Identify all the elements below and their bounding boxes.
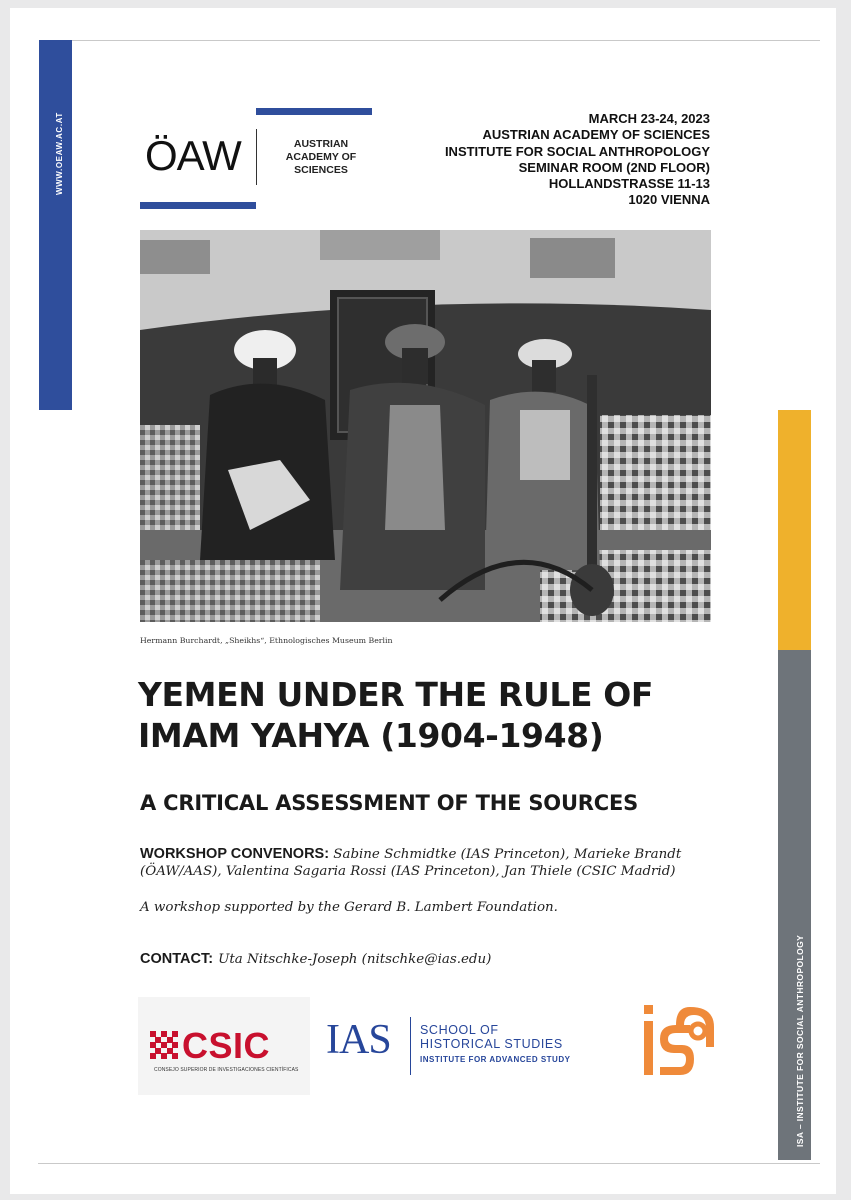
oaw-logo: ÖAW [145,132,241,179]
photo-caption: Hermann Burchardt, „Sheikhs“, Ethnologisches Museum Berlin [140,636,393,645]
convenors-paragraph [140,846,740,880]
csic-logo[interactable] [138,997,310,1095]
title-line: YEMEN UNDER THE RULE OF [138,675,653,714]
ias-school-line: HISTORICAL STUDIES [420,1037,563,1051]
right-orange-bar [778,410,811,650]
oaw-org-line: SCIENCES [294,164,348,176]
csic-wordmark: CSIC [182,1025,271,1066]
bottom-rule [38,1163,820,1164]
venue-block [380,111,710,209]
ias-school-line: SCHOOL OF [420,1023,499,1037]
contact-text[interactable]: Uta Nitschke-Joseph (nitschke@ias.edu) [218,952,492,967]
ias-wordmark[interactable]: IAS [326,1017,391,1063]
venue-line: AUSTRIAN ACADEMY OF SCIENCES [482,127,710,143]
partner-logos [138,993,738,1103]
isa-side-label: ISA – INSTITUTE FOR SOCIAL ANTHROPOLOGY [795,934,805,1147]
isa-logo-icon[interactable] [632,999,722,1089]
poster [10,8,836,1194]
oaw-org-line: ACADEMY OF [285,151,357,163]
convenors-names: Sabine Schmidtke (IAS Princeton), Marieke Brandt (ÖAW/AAS), Valentina Sagaria Rossi (IAS Princeton), Jan Thiele (CSIC Madrid) [140,847,682,879]
venue-line: 1020 VIENNA [628,192,710,208]
event-date: MARCH 23-24, 2023 [588,111,710,126]
oaw-divider [256,129,257,185]
website-url[interactable]: WWW.OEAW.AC.AT [55,112,64,195]
photo-illustration [140,230,711,622]
oaw-accent-line-bottom [140,202,256,209]
convenors-label: WORKSHOP CONVENORS: [140,846,330,862]
oaw-org-line: AUSTRIAN [293,138,349,150]
support-note: A workshop supported by the Gerard B. Lambert Foundation. [140,900,558,915]
ias-school-name [420,1023,640,1051]
top-rule [66,40,820,41]
csic-subtitle: CONSEJO SUPERIOR DE INVESTIGACIONES CIENTÍFICAS [154,1067,299,1073]
venue-line: SEMINAR ROOM (2ND FLOOR) [518,159,710,175]
oaw-org-name [266,138,376,177]
ias-divider [410,1017,411,1075]
venue-line: HOLLANDSTRASSE 11-13 [548,176,710,192]
venue-line: INSTITUTE FOR SOCIAL ANTHROPOLOGY [444,143,710,159]
ias-institute-name: INSTITUTE FOR ADVANCED STUDY [420,1055,571,1064]
contact-line [140,948,740,967]
historical-photo [140,230,711,622]
csic-grid-icon [150,1031,178,1059]
event-title [138,674,758,756]
left-blue-bar [39,40,72,410]
right-grey-bar [778,650,811,1160]
title-line: IMAM YAHYA (1904-1948) [138,716,604,755]
oaw-accent-line-top [256,108,372,115]
event-subtitle: A CRITICAL ASSESSMENT OF THE SOURCES [140,791,639,815]
contact-label: CONTACT: [140,951,214,967]
